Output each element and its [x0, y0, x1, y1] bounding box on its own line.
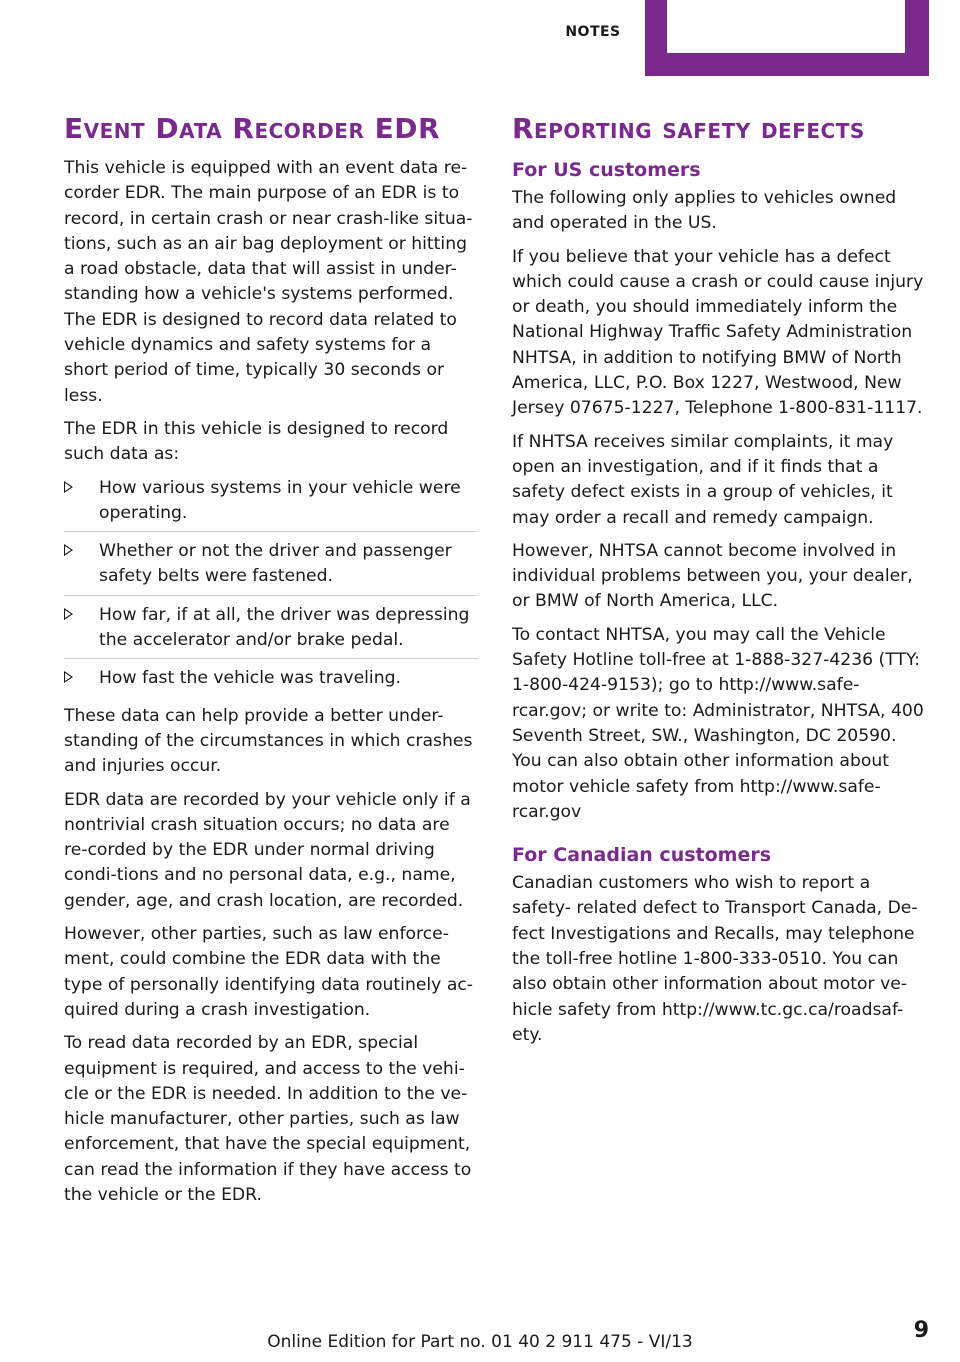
footer-edition: Online Edition for Part no. 01 40 2 911 475 - VI/13 — [267, 1332, 693, 1352]
edr-data-list — [64, 476, 478, 697]
edr-paragraph: To read data recorded by an EDR, special equipment is required, and access to the vehi-cle or the EDR is needed. In addition to the ve-hicle manufacturer, other parties, such as law enforcement, that have the special equipment, can read the information if they have access to the vehicle or the EDR. — [64, 1033, 472, 1205]
section-label: NOTES — [565, 24, 621, 40]
list-item: How fast the vehicle was traveling. — [64, 666, 478, 696]
edr-title: Event Data Recorder EDR — [64, 112, 441, 145]
section-thumb-tab-inner — [667, 0, 905, 53]
triangle-bullet-icon — [64, 481, 73, 493]
canadian-paragraph: Canadian customers who wish to report a safety- related defect to Transport Canada, De-fect Investigations and Recalls, may telephone the toll-free hotline 1-800-333-0510. You can also obtain other information about motor ve-hicle safety from http://www.tc.gc.ca/roadsaf-ety. — [512, 873, 918, 1045]
edr-paragraph: However, other parties, such as law enforce-ment, could combine the EDR data with the type of personally identifying data routinely ac-quired during a crash investigation. — [64, 924, 473, 1020]
us-customers-heading: For US customers — [512, 159, 701, 181]
right-column — [512, 108, 930, 1056]
list-item: How various systems in your vehicle were operating. — [64, 476, 478, 533]
us-paragraph: If you believe that your vehicle has a defect which could cause a crash or could cause injury or death, you should immediately inform the National Highway Traffic Safety Administration NHTSA, in addition to notifying BMW of North America, LLC, P.O. Box 1227, Westwood, New Jersey 07675-1227, Telephone 1-800-831-1117. — [512, 246, 924, 419]
left-column — [64, 108, 478, 1216]
us-paragraph: The following only applies to vehicles owned and operated in the US. — [512, 188, 897, 234]
list-item: Whether or not the driver and passenger safety belts were fastened. — [64, 539, 478, 596]
page-number: 9 — [913, 1318, 929, 1343]
us-paragraph: If NHTSA receives similar complaints, it may open an investigation, and if it finds that a safety defect exists in a group of vehicles, it may order a recall and remedy campaign. — [512, 431, 894, 528]
triangle-bullet-icon — [64, 544, 73, 556]
us-paragraph: However, NHTSA cannot become involved in individual problems between you, your dealer, or BMW of North America, LLC. — [512, 540, 913, 612]
us-paragraph: To contact NHTSA, you may call the Vehicle Safety Hotline toll-free at 1-888-327-4236 (TTY: 1-800-424-9153); go to http://www.safe-rcar.gov; or write to: Administrator, NHTSA, 400 Seventh Street, SW., Washington, DC 20590. You can also obtain other information about motor vehicle safety from http://www.safe-rcar.gov — [512, 624, 924, 822]
safety-defects-title: Reporting safety defects — [512, 112, 865, 145]
list-item: How far, if at all, the driver was depressing the accelerator and/or brake pedal. — [64, 603, 478, 660]
edr-paragraph: These data can help provide a better under-standing of the circumstances in which crashes and injuries occur. — [64, 705, 473, 777]
edr-intro-paragraph: This vehicle is equipped with an event data re-corder EDR. The main purpose of an EDR is to record, in certain crash or near crash-like situa-tions, such as an air bag deployment or hitting a road obstacle, data that will assist in under-standing how a vehicle's systems performed. The EDR is designed to record data related to vehicle dynamics and safety systems for a short period of time, typically 30 seconds or less. — [64, 158, 473, 406]
triangle-bullet-icon — [64, 671, 73, 683]
edr-data-intro: The EDR in this vehicle is designed to record such data as: — [64, 418, 449, 465]
canadian-customers-heading: For Canadian customers — [512, 844, 772, 867]
triangle-bullet-icon — [64, 608, 73, 620]
edr-paragraph: EDR data are recorded by your vehicle only if a nontrivial crash situation occurs; no data are re-corded by the EDR under normal driving condi-tions and no personal data, e.g., name, gender, age, and crash location, are recorded. — [64, 789, 471, 911]
